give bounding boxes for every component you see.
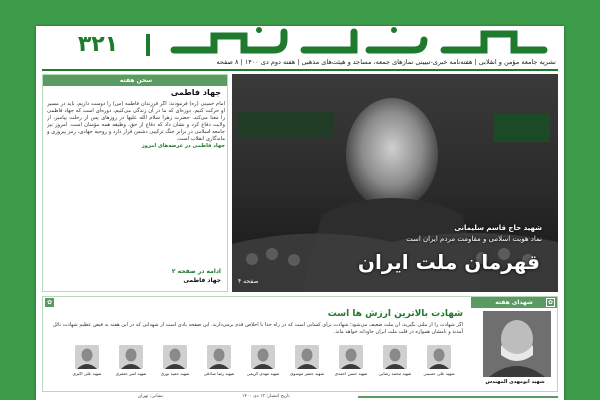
martyr-name: شهید علی اکبری [72, 371, 102, 376]
featured-martyr-name: شهید ابومهدی المهندس [485, 379, 545, 385]
footer-date: تاریخ انتشار: ۱۳ دی ۱۴۰۰ [242, 394, 290, 399]
martyrs-title: شهادت بالاترین ارزش ها است [327, 309, 463, 319]
publication-logo [154, 26, 554, 58]
martyr-photo [295, 345, 319, 369]
masthead-tagline: نشریه جامعه مؤمن و انقلابی | هفته‌نامه خبری-تبیینی نمازهای جمعه، مساجد و هیئت‌های مذهبی | هفته دوم دی ۱۴۰۰ | ۸ صفحه [216, 58, 556, 66]
martyr-name: شهید حسن احمدی [334, 371, 368, 376]
hero-photo [232, 74, 558, 292]
martyr-photo [163, 345, 187, 369]
martyr-name: شهید مهدی کریمی [246, 371, 280, 376]
martyr-name: شهید حمید نوری [160, 371, 190, 376]
footer-address: نشانی: تهران [138, 394, 163, 399]
masthead-rule [42, 69, 558, 71]
martyr-photo [339, 345, 363, 369]
page-footer [42, 394, 558, 400]
sidebar-body [47, 101, 225, 263]
martyr-portrait [157, 345, 193, 389]
newspaper-page [36, 26, 564, 400]
sidebar-footer [81, 267, 221, 289]
martyr-photo [383, 345, 407, 369]
sidebar-header: سخن هفته [43, 75, 228, 86]
sidebar-editorial [42, 74, 228, 292]
martyr-photo [119, 345, 143, 369]
hero-headline: قهرمان ملت ایران [357, 250, 540, 274]
martyr-name: شهید رضا صادقی [203, 371, 235, 376]
hero-subkicker: نماد هویت اسلامی و مقاومت مردم ایران است [406, 235, 542, 243]
martyr-photo [75, 345, 99, 369]
hero-page-note: صفحه ۴ [238, 278, 259, 285]
martyrs-header [471, 297, 557, 308]
martyr-name: شهید محمد رضایی [378, 371, 412, 376]
issue-number: ۳۲۱ [77, 32, 119, 57]
martyr-portrait [333, 345, 369, 389]
martyrs-intro: اگر شهادت را از ملتی بگیرید، آن ملت ضعیف می‌شود؛ شهادت برای کسانی است که در راه خدا با اخلاص قدم برمی‌دارند. این صفحه یادی است از شهدایی که در این هفته به فیض عظیم شهادت نائل آمدند و نامشان همواره در قلب ملت ایران جاودانه خواهد ماند. [53, 322, 463, 335]
footer-bar [358, 396, 558, 398]
sidebar-subheading: جهاد فاطمی در عرصه‌های امروز [141, 143, 225, 149]
martyrs-header-label: شهدای هفته [495, 299, 533, 306]
martyr-name: شهید امیر جعفری [115, 371, 147, 376]
martyrs-section [42, 296, 558, 392]
sidebar-body-text: امام خمینی (ره) فرمودند: اگر فرزندان فاطمه (س) را دوست داریم، باید در مسیر او حرکت کنیم. دوره‌ای که ما در آن زندگی می‌کنیم، دوره‌ای است که جهاد فاطمی را معنا می‌کند. حضرت زهرا سلام الله علیها در روزهای پس از رحلت پیامبر، از ولایت دفاع کرد و نشان داد که دفاع از حق، وظیفه همه مؤمنان است. امروز نیز جامعه اسلامی در برابر جنگ ترکیبی دشمن قرار دارد و روحیه جهادی، رمز پیروزی و ماندگاری انقلاب است. [47, 101, 225, 142]
sidebar-title: جهاد فاطمی [170, 88, 221, 97]
martyr-portrait [245, 345, 281, 389]
martyr-photo [207, 345, 231, 369]
masthead [36, 26, 564, 66]
martyr-portrait [377, 345, 413, 389]
martyr-portrait [69, 345, 105, 389]
martyr-portraits [53, 345, 457, 389]
martyr-name: شهید جعفر موسوی [290, 371, 324, 376]
flower-icon: ✿ [547, 299, 554, 306]
martyr-portrait [113, 345, 149, 389]
hero-kicker: شهید حاج قاسم سلیمانی [454, 224, 542, 232]
featured-martyr-photo [483, 311, 551, 377]
martyr-portrait [289, 345, 325, 389]
flower-icon-left: ✿ [46, 299, 53, 306]
sidebar-footer-name: جهاد فاطمی [183, 277, 221, 284]
martyr-portrait [201, 345, 237, 389]
martyr-name: شهید علی حسینی [423, 371, 455, 376]
martyr-portrait [421, 345, 457, 389]
martyr-photo [251, 345, 275, 369]
martyr-photo [427, 345, 451, 369]
sidebar-footer-text: ادامه در صفحه ۲ [171, 268, 221, 275]
featured-martyr-image [483, 311, 551, 377]
